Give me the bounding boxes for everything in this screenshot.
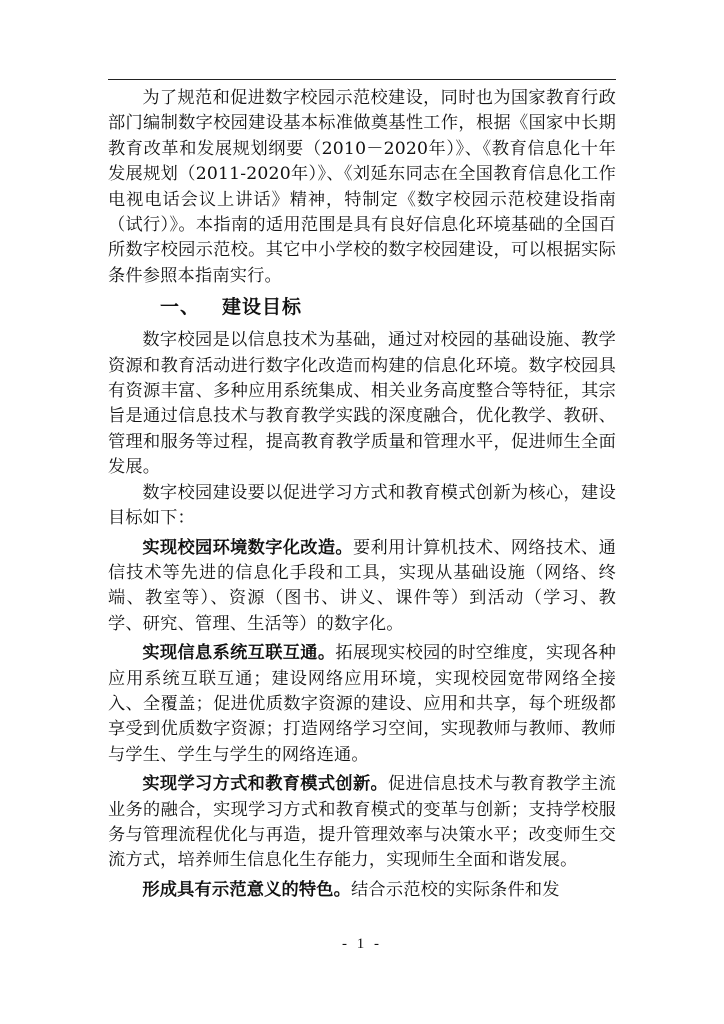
page-number: - 1 - xyxy=(342,936,382,952)
goal-item xyxy=(108,878,616,903)
goal-item xyxy=(108,772,616,874)
goal-item xyxy=(108,641,616,768)
goal-text: 拓展现实校园的时空维度，实现各种应用系统互联互通；建设网络应用环境，实现校园宽带网络全接入、全覆盖；促进优质数字资源的建设、应用和共享，每个班级都享受到优质数字资源；打造网络学习空间，实现教师与教师、教师与学生、学生与学生的网络连通。 xyxy=(108,643,616,765)
goal-text: 促进信息技术与教育教学主流业务的融合，实现学习方式和教育模式的变革与创新；支持学校服务与管理流程优化与再造，提升管理效率与决策水平；改变师生交流方式，培养师生信息化生存能力，实现师生全面和谐发展。 xyxy=(108,774,616,871)
goal-text: 要利用计算机技术、网络技术、通信技术等先进的信息化手段和工具，实现从基础设施（网络、终端、教室等）、资源（图书、讲义、课件等）到活动（学习、教学、研究、管理、生活等）的数字化。 xyxy=(108,537,616,634)
section-heading xyxy=(108,292,616,322)
goal-lead: 实现校园环境数字化改造。 xyxy=(142,537,353,558)
document-page xyxy=(108,86,616,903)
goal-intro-paragraph: 数字校园建设要以促进学习方式和教育模式创新为核心，建设目标如下： xyxy=(108,482,616,529)
goal-lead: 实现信息系统互联互通。 xyxy=(142,643,336,664)
intro-paragraph: 为了规范和促进数字校园示范校建设，同时也为国家教育行政部门编制数字校园建设基本标准做奠基性工作，根据《国家中长期教育改革和发展规划纲要（2010－2020年）》、《教育信息化十年发展规划（2011-2020年）》、《刘延东同志在全国教育信息化工作电视电话会议上讲话》精神，特制定《数字校园示范校建设指南（试行）》。本指南的适用范围是具有良好信息化环境基础的全国百所数字校园示范校。其它中小学校的数字校园建设，可以根据实际条件参照本指南实行。 xyxy=(108,88,616,286)
goal-lead: 实现学习方式和教育模式创新。 xyxy=(142,774,389,795)
goal-item xyxy=(108,536,616,638)
section-title: 建设目标 xyxy=(222,296,303,319)
goal-text: 结合示范校的实际条件和发 xyxy=(351,879,560,900)
goal-lead: 形成具有示范意义的特色。 xyxy=(142,879,352,900)
header-rule xyxy=(108,79,616,80)
section-number: 一、 xyxy=(160,296,201,319)
goal-definition-paragraph: 数字校园是以信息技术为基础，通过对校园的基础设施、教学资源和教育活动进行数字化改造而构建的信息化环境。数字校园具有资源丰富、多种应用系统集成、相关业务高度整合等特征，其宗旨是通过信息技术与教育教学实践的深度融合，优化教学、教研、管理和服务等过程，提高教育教学质量和管理水平，促进师生全面发展。 xyxy=(108,330,616,478)
